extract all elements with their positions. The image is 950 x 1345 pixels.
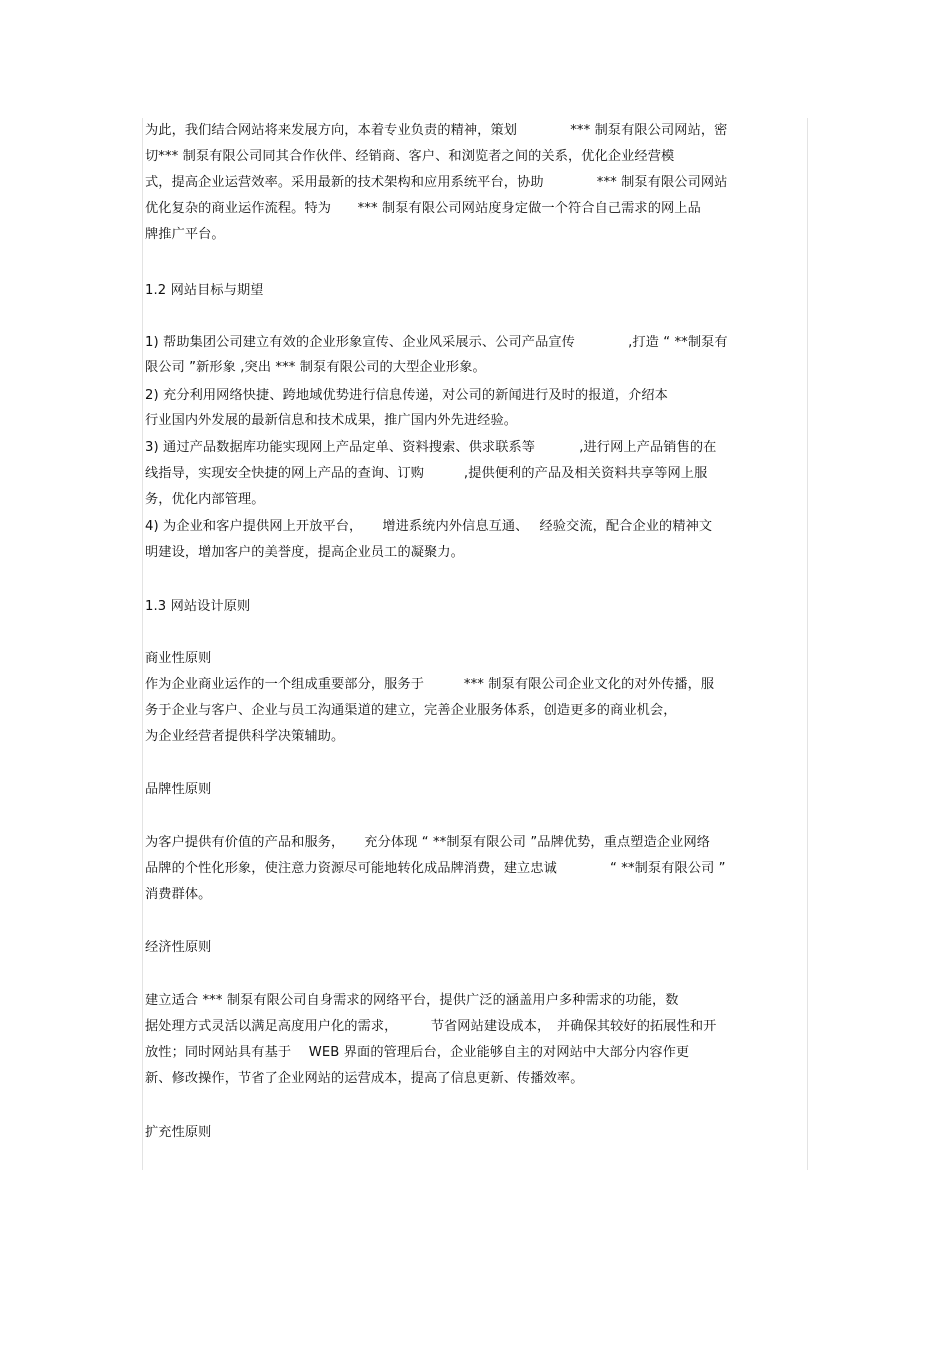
paragraph-intro-line-2: 切*** 制泵有限公司同其合作伙伴、经销商、客户、和浏览者之间的关系，优化企业经营模 (145, 149, 675, 164)
paragraph-intro-line-1: 为此，我们结合网站将来发展方向，本着专业负责的精神，策划 *** 制泵有限公司网站，密 (145, 123, 728, 138)
goal-4-line-1: 4) 为企业和客户提供网上开放平台， 增进系统内外信息互通、 经验交流，配合企业的精神文 (145, 519, 713, 534)
paragraph-intro-line-5: 牌推广平台。 (145, 227, 225, 242)
commercial-line-2: 务于企业与客户、企业与员工沟通渠道的建立，完善企业服务体系，创造更多的商业机会， (145, 703, 677, 718)
subheading-expandability: 扩充性原则 (145, 1125, 212, 1140)
goal-4-line-2: 明建设，增加客户的美誉度，提高企业员工的凝聚力。 (145, 545, 464, 560)
section-heading-1-3: 1.3 网站设计原则 (145, 599, 251, 614)
goal-3-line-2: 线指导，实现安全快捷的网上产品的查询、订购 ,提供便利的产品及相关资料共享等网上服 (145, 466, 708, 481)
economy-line-2: 据处理方式灵活以满足高度用户化的需求， 节省网站建设成本， 并确保其较好的拓展性和开 (145, 1019, 717, 1034)
paragraph-intro-line-3: 式，提高企业运营效率。采用最新的技术架构和应用系统平台，协助 *** 制泵有限公司网站 (145, 175, 728, 190)
subheading-economy: 经济性原则 (145, 940, 212, 955)
brand-line-2: 品牌的个性化形象，使注意力资源尽可能地转化成品牌消费，建立忠诚 “ **制泵有限公司 ” (145, 861, 726, 876)
brand-line-1: 为客户提供有价值的产品和服务， 充分体现 “ **制泵有限公司 ”品牌优势，重点塑造企业网络 (145, 835, 711, 850)
subheading-commercial: 商业性原则 (145, 651, 212, 666)
goal-1-line-2: 限公司 ”新形象 ,突出 *** 制泵有限公司的大型企业形象。 (145, 360, 486, 375)
economy-line-4: 新、修改操作，节省了企业网站的运营成本，提高了信息更新、传播效率。 (145, 1071, 584, 1086)
goal-2-line-1: 2) 充分利用网络快捷、跨地域优势进行信息传递，对公司的新闻进行及时的报道，介绍本 (145, 388, 668, 403)
goal-2-line-2: 行业国内外发展的最新信息和技术成果，推广国内外先进经验。 (145, 413, 518, 428)
paragraph-intro-line-4: 优化复杂的商业运作流程。特为 *** 制泵有限公司网站度身定做一个符合自己需求的网上品 (145, 201, 701, 216)
brand-line-3: 消费群体。 (145, 887, 212, 902)
economy-line-3: 放性；同时网站具有基于 WEB 界面的管理后台，企业能够自主的对网站中大部分内容作更 (145, 1045, 690, 1060)
goal-3-line-1: 3) 通过产品数据库功能实现网上产品定单、资料搜索、供求联系等 ,进行网上产品销售的在 (145, 440, 717, 455)
section-heading-1-2: 1.2 网站目标与期望 (145, 283, 264, 298)
goal-1-line-1: 1) 帮助集团公司建立有效的企业形象宣传、企业风采展示、公司产品宣传 ,打造 “ **制泵有 (145, 335, 728, 350)
commercial-line-3: 为企业经营者提供科学决策辅助。 (145, 729, 345, 744)
commercial-line-1: 作为企业商业运作的一个组成重要部分，服务于 *** 制泵有限公司企业文化的对外传播，服 (145, 677, 715, 692)
goal-3-line-3: 务，优化内部管理。 (145, 492, 265, 507)
subheading-brand: 品牌性原则 (145, 782, 212, 797)
page-frame (142, 118, 808, 1170)
economy-line-1: 建立适合 *** 制泵有限公司自身需求的网络平台，提供广泛的涵盖用户多种需求的功能，数 (145, 993, 679, 1008)
